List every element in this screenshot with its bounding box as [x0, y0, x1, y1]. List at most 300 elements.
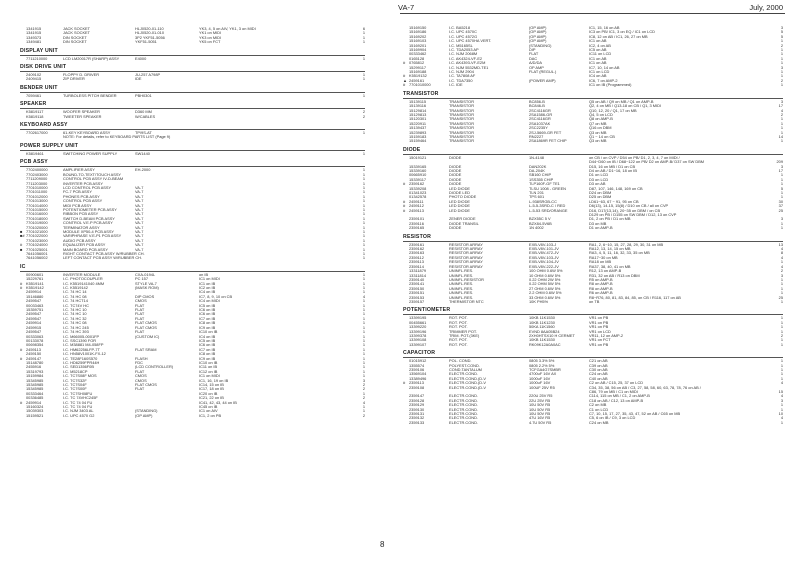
- location-remark: RA18 on MB: [589, 260, 612, 265]
- description: ELECTR.COND.: [449, 411, 478, 417]
- mark: #: [403, 60, 406, 66]
- part-number: 13399196: [409, 328, 427, 334]
- part-number: K5819117: [26, 109, 44, 115]
- part-number: 00900601: [26, 271, 44, 277]
- quantity: 1: [362, 242, 365, 248]
- description: FC-7 PCB ASSY: [63, 189, 92, 195]
- location-remark: C18 on AB / C12, 13 on AMP-B: [589, 398, 644, 403]
- location-remark: C30 on AB: [589, 368, 608, 372]
- location-remark: IC3 on PB/ IC1, 3 on EQ / IC1 on LCD: [589, 30, 655, 35]
- part-number: 00133078: [26, 337, 44, 343]
- part-number: 2359153: [409, 294, 425, 300]
- part-type: FLAT (REGUL.): [529, 69, 557, 75]
- description: I.C. 74 HC 393: [63, 329, 89, 335]
- description: LCD LM20017R (SHARP) ASSY: [63, 55, 120, 61]
- location-remark: [199, 256, 355, 260]
- quantity: 1: [780, 276, 783, 282]
- location-remark: IC2 on IB: [199, 286, 216, 291]
- location-remark: C24 on AB: [589, 372, 608, 377]
- mark: #: [20, 285, 23, 291]
- description: MAIN BOARD PCB ASSY: [63, 246, 108, 252]
- part-number: 15239893: [409, 129, 427, 135]
- part-number: 2459161: [409, 77, 425, 83]
- part-number: 2359150: [409, 285, 425, 291]
- part-number: 2459150: [26, 351, 42, 357]
- quantity: 1: [362, 320, 365, 326]
- part-number: 2359163: [409, 250, 425, 256]
- description: LED DIODE: [449, 198, 470, 204]
- description: TRIM. POT.(3KE): [449, 332, 480, 338]
- part-type: SW1440: [135, 150, 150, 156]
- part-number: 15139116: [409, 103, 427, 109]
- description: ELECTR.COND.: [449, 406, 478, 412]
- description: I.C. AK4393-VF-E2M: [449, 60, 486, 66]
- quantity: 1: [362, 285, 365, 291]
- description: I.C. TE28F160S570: [63, 355, 98, 361]
- quantity: 13: [778, 241, 783, 247]
- part-type: RK09K12A0A0AC: [529, 341, 561, 347]
- part-type: VA-7: [135, 202, 144, 208]
- part-number: 2459547: [26, 329, 42, 335]
- parts-section: [403, 350, 783, 425]
- description: RESISTOR ARRAY: [449, 263, 483, 269]
- mark: #: [20, 280, 23, 286]
- quantity: 1: [780, 116, 783, 122]
- location-remark: IC1, 2 on PB: [199, 413, 222, 418]
- description: UNINFL.RES.: [449, 272, 474, 278]
- quantity: 10: [778, 411, 783, 417]
- part-type: FLAT: [135, 329, 145, 335]
- quantity: 3: [780, 64, 783, 70]
- description: TRANSISTOR: [449, 107, 475, 113]
- quantity: 1: [362, 167, 365, 173]
- part-type: W/CABLES: [135, 113, 156, 119]
- description: LED DIODE: [449, 207, 470, 213]
- part-type: (POWER AMP): [529, 77, 556, 83]
- part-type: TP/9S-AT: [135, 130, 152, 136]
- quantity: 1: [362, 39, 365, 45]
- part-type: PC 157: [135, 276, 148, 282]
- location-remark: IC9 on IB: [199, 356, 216, 361]
- part-number: 2359116: [409, 220, 424, 226]
- part-type: DIP CMOS: [135, 293, 155, 299]
- description: I.C. TC 74 04 FU: [63, 404, 93, 409]
- part-type: (OP AMP): [529, 29, 547, 35]
- description: DIN SOCKET: [63, 34, 87, 40]
- header-rule: [400, 13, 785, 14]
- part-type: JU-257 A798P: [135, 72, 161, 78]
- part-type: EXB-V8V-101-JV: [529, 246, 559, 252]
- quantity: 3: [780, 98, 783, 104]
- location-remark: VR1 on PB: [589, 325, 609, 330]
- description: I.C. 74 HC 10: [63, 307, 87, 313]
- quantity: 1: [362, 311, 365, 317]
- description: CONTROL PCB ASSY IV-D-BEAM: [63, 176, 124, 182]
- part-number: 2359113: [409, 259, 424, 265]
- part-number: 7701010000: [26, 184, 48, 190]
- part-number: 7701025001: [26, 246, 48, 252]
- part-type: CMOS: [135, 373, 147, 379]
- part-type: 47U 16V R5: [529, 415, 551, 421]
- quantity: 1: [362, 215, 365, 221]
- part-number: 7701013000: [26, 198, 48, 204]
- part-number: 2359162: [409, 181, 425, 187]
- part-type: 2SA1869R FET CHIP: [529, 138, 567, 144]
- page-number: 8: [380, 540, 385, 549]
- part-type: YKF51-5051: [135, 39, 157, 45]
- part-number: 15359751: [26, 307, 44, 313]
- part-number: 0165128: [409, 55, 425, 61]
- part-type: EXB-V8V-103-J: [529, 241, 557, 247]
- part-number: 7641056001: [26, 251, 48, 256]
- quantity: 14: [778, 133, 783, 139]
- section-title: IC: [20, 263, 26, 270]
- description: RESISTOR ARRAY: [449, 250, 483, 256]
- quantity: 1: [362, 324, 365, 330]
- part-type: DAC: [529, 55, 538, 61]
- description: DIN SOCKET: [63, 39, 87, 45]
- part-number: 00033463: [26, 302, 44, 308]
- location-remark: D129 on PB / D155 on SW DBM / D12, 13 on CVP: [589, 213, 677, 218]
- part-type: CXA-0194L: [135, 271, 156, 277]
- part-number: 2459547: [26, 315, 42, 321]
- description: I.C. UPC 4570 G2: [63, 412, 95, 418]
- location-remark: IC12 on IB: [199, 369, 218, 374]
- section-title: POWER SUPPLY UNIT: [20, 142, 79, 149]
- part-number: 7701016000: [26, 211, 48, 217]
- part-row: [403, 139, 783, 143]
- quantity: 1: [780, 38, 783, 44]
- part-type: EXB-V8V-472-JV: [529, 250, 559, 256]
- quantity: 2: [362, 109, 365, 115]
- quantity: 3: [780, 25, 783, 30]
- location-remark: IC8 on IB: [199, 321, 216, 326]
- part-number: 00333462: [409, 51, 427, 57]
- location-remark: D87, 107, 146, 148, 169 on CB: [589, 186, 643, 191]
- location-remark: C34, 35, 38, 56 on AB / C3, 27, 58, 58, 60, 63, 78, 78, 76 on AB /: [589, 385, 701, 390]
- quantity: 3: [780, 397, 783, 403]
- section-title: BENDER UNIT: [20, 84, 58, 91]
- location-remark: IC6 on IB: [199, 312, 216, 317]
- description: AUDIO PCB ASSY: [63, 237, 96, 243]
- quantity: 1: [362, 359, 365, 365]
- part-type: (STANDING): [135, 408, 158, 414]
- location-remark: IC6, 7 on AMP-2: [589, 78, 618, 83]
- section-title: DISK DRIVE UNIT: [20, 64, 67, 71]
- location-remark: Q3 on MB: [589, 139, 607, 144]
- part-number: 2459113: [26, 346, 41, 352]
- quantity: 1: [362, 193, 365, 199]
- quantity: 1: [362, 298, 365, 304]
- location-remark: Q3 on MB: [589, 130, 607, 135]
- part-number: 15169904: [409, 47, 427, 53]
- location-remark: D3 on AB: [589, 182, 606, 187]
- description: JACK SOCKET: [63, 26, 91, 31]
- part-number: 2359132: [409, 415, 425, 421]
- description: COND.TANTALUM: [449, 367, 482, 372]
- part-type: 0.22 OHM 5W 5%: [529, 281, 561, 287]
- quantity: 1: [780, 55, 783, 61]
- description: TRANSISTOR: [449, 129, 475, 135]
- part-type: VA-7: [135, 228, 144, 234]
- location-remark: R5 on AMP-B: [589, 277, 613, 282]
- part-number: 15146880: [26, 293, 44, 299]
- part-type: EXB-V8V-104-JV: [529, 259, 559, 265]
- part-number: 00698354: [26, 342, 44, 348]
- mark: ■#: [20, 233, 25, 239]
- description: I.C. HD6259FPR44H: [63, 359, 100, 365]
- quantity: 6: [362, 26, 365, 31]
- description: I.C. HM62256LFP-7T: [63, 346, 100, 352]
- part-type: CMOS: [135, 377, 147, 383]
- part-number: 1341915: [26, 26, 42, 31]
- description: RESISTOR ARRAY: [449, 241, 483, 247]
- part-number: 2409415: [26, 76, 42, 82]
- mark: #: [403, 198, 406, 204]
- location-remark: D1 on LCD: [589, 173, 609, 178]
- quantity: 1: [362, 206, 365, 212]
- description: INVERTER PCB ASSY: [63, 180, 103, 186]
- location-remark: IC1 on AB: [589, 39, 607, 44]
- description: ROT. POT.: [449, 319, 468, 325]
- parts-section: [403, 234, 783, 305]
- location-remark: IC1 on IB (Programmed): [589, 83, 632, 88]
- part-number: 00665910: [409, 172, 427, 178]
- part-number: 2359151: [409, 290, 425, 296]
- quantity: 5: [780, 185, 783, 191]
- quantity: 2: [362, 395, 365, 401]
- part-type: EH-2000: [135, 167, 151, 173]
- part-type: BZX84-5V6B: [529, 220, 552, 226]
- part-number: 15159464: [409, 138, 427, 144]
- part-number: 1355574: [409, 362, 425, 368]
- description: RESISTOR ARRAY: [449, 254, 483, 260]
- quantity: 1: [362, 184, 365, 190]
- location-remark: D6(13), 14-15, 15(8) / D10 on CB / all on CVP: [589, 204, 669, 209]
- quantity: 2: [780, 42, 783, 48]
- description: VARIPHRASE V.E-P1 PCB ASSY: [63, 233, 122, 239]
- quantity: 1: [780, 419, 783, 425]
- part-type: 2.2 OHM 0.6W 5%: [529, 290, 562, 296]
- quantity: 1: [780, 375, 783, 381]
- location-remark: Q8 on AMP-B: [589, 117, 613, 122]
- part-number: 13399220: [409, 324, 427, 330]
- part-type: 10U 50V R5: [529, 411, 551, 417]
- quantity: 1: [362, 276, 365, 282]
- quantity: 1: [362, 404, 365, 409]
- location-remark: D16, D17(13,14), 20~35 on DBM / on CB: [589, 208, 661, 213]
- quantity: 1: [780, 190, 783, 195]
- quantity: 1: [362, 280, 365, 286]
- part-type: VA-7: [135, 193, 144, 199]
- description: MODULE XP50-4 PCB ASSY: [63, 228, 115, 234]
- part-number: 01015912: [409, 358, 427, 364]
- description: POLYEST.COND.: [449, 362, 480, 368]
- location-remark: C2 on MB: [589, 403, 607, 408]
- location-remark: YK3, 4, 5 on AIV, YK1, 3 on MIDI: [199, 27, 256, 31]
- description: LED DIODE: [449, 203, 470, 209]
- part-number: 2459914: [26, 320, 42, 326]
- part-number: 15339117: [409, 176, 427, 182]
- part-number: 2409102: [26, 72, 42, 78]
- part-type: 33 OHM 0.6W 5%: [529, 294, 561, 300]
- description: ROT. POT.: [449, 324, 468, 330]
- part-number: K5819118: [26, 113, 44, 119]
- description: I.C. 74 HC 10: [63, 311, 87, 317]
- description: DIODE: [449, 163, 462, 169]
- part-type: FLAT: [135, 307, 145, 313]
- location-remark: D25 on DBM: [589, 195, 612, 200]
- part-number: 15039303: [26, 408, 44, 414]
- part-number: 15139115: [409, 98, 427, 104]
- part-type: 2XH0HTSX10 H CERMET: [529, 332, 575, 338]
- location-remark: C86, 79 on MB / C1 on MIDI: [589, 390, 638, 395]
- location-remark: RA12, 13, 14, 15 on MB: [589, 247, 631, 252]
- quantity: 4: [780, 263, 783, 269]
- part-type: 10KB 11K1230: [529, 319, 555, 325]
- parts-section: [20, 159, 365, 261]
- location-remark: C7, 10, 15, 17, 27, 35, 43, 47, 52 on AB / C65 on MB: [589, 412, 681, 417]
- part-number: K5519132: [409, 73, 427, 79]
- part-type: 4.7U 50V R5: [529, 419, 552, 425]
- part-row: [20, 77, 365, 81]
- location-remark: IC2, 4 on AB: [589, 43, 611, 48]
- part-number: 1341915: [26, 30, 42, 36]
- description: I.C. TDA2053 AP: [449, 47, 479, 53]
- part-row: [20, 57, 365, 61]
- location-remark: Q16 on DBM: [589, 126, 612, 131]
- parts-section: [20, 27, 365, 45]
- location-remark: IC7, 8, 9, 10 on CB: [199, 294, 233, 299]
- part-number: 15169103: [409, 38, 427, 44]
- description: TRIMMER POT.: [449, 328, 477, 334]
- part-type: (MASK ROM): [135, 285, 159, 291]
- part-number: 15339208: [409, 185, 427, 191]
- description: PHONES PCB ASSY: [63, 193, 100, 199]
- part-number: 7701020000: [26, 224, 48, 230]
- quantity: 1: [362, 342, 365, 348]
- location-remark: IC5 on AB: [589, 48, 607, 53]
- location-remark: IC6 on IB: [199, 343, 216, 348]
- location-remark: IC14, 15 on IB: [199, 382, 224, 387]
- location-remark: IC7 on IB: [199, 316, 216, 321]
- description: ELECTR.COND.: [449, 402, 478, 408]
- location-remark: LD61~63, 67 ~ 91, 95 on CB: [589, 199, 639, 204]
- part-type: EXB-V8V-222-JV: [529, 263, 559, 269]
- part-row: [20, 414, 365, 418]
- part-number: 2459547: [26, 298, 42, 304]
- part-type: DIP: [529, 47, 536, 53]
- description: TRANSISTOR: [449, 133, 475, 139]
- quantity: 1: [362, 30, 365, 36]
- location-remark: [199, 94, 355, 98]
- description: RIBBON PCB ASSY: [63, 211, 99, 217]
- location-remark: IC7 on IB: [199, 347, 216, 352]
- quantity: 1: [362, 171, 365, 177]
- quantity: 1: [362, 355, 365, 361]
- part-type: 0.22 OHM 2W 5%: [529, 276, 561, 282]
- parts-section: [403, 307, 783, 347]
- part-number: 13389496: [409, 375, 427, 381]
- description: I.C. UPC 4570C: [449, 29, 477, 35]
- quantity: 2: [362, 113, 365, 119]
- quantity: 1: [362, 150, 365, 156]
- part-number: 7701022000: [26, 233, 48, 239]
- part-number: 15129814: [409, 107, 427, 113]
- quantity: 1: [780, 290, 783, 296]
- part-number: 7701010000: [409, 82, 431, 88]
- description: DIODE LED: [449, 190, 470, 195]
- parts-section: [20, 101, 365, 119]
- part-number: 15159183: [409, 133, 427, 139]
- part-number: 7641056002: [26, 255, 48, 261]
- location-remark: IC10 on IB: [199, 330, 218, 335]
- quantity: 1: [780, 69, 783, 75]
- mark: #: [403, 203, 406, 209]
- description: I.C. UPC 4570HA VERT.: [449, 38, 492, 44]
- location-remark: R6 on AMP-B: [589, 291, 613, 296]
- quantity: 1: [780, 259, 783, 265]
- location-remark: C21 on AB: [589, 359, 608, 364]
- mark: #: [403, 181, 406, 187]
- quantity: 1: [362, 255, 365, 261]
- part-number: 2359140: [409, 276, 425, 282]
- location-remark: D1 on AMP-B: [589, 226, 613, 231]
- part-number: K5519142: [26, 285, 44, 291]
- part-type: 100 OHM 0.6W 5%: [529, 268, 563, 274]
- quantity: 1: [780, 225, 783, 231]
- location-remark: C39 on AB: [589, 363, 608, 368]
- part-type: 10K PH5%: [529, 298, 549, 304]
- location-remark: IC41, 42, 43, 44 on IB: [199, 400, 237, 405]
- quantity: 1: [362, 220, 365, 226]
- part-type: VA-7: [135, 206, 144, 212]
- description: I.C. 74 HC 32: [63, 315, 87, 321]
- quantity: 1: [780, 337, 783, 343]
- description: I.C. 74 HC 08: [63, 293, 87, 299]
- quantity: 4: [780, 254, 783, 260]
- part-number: 2359113: [409, 380, 424, 386]
- quantity: 1: [780, 406, 783, 412]
- description: I.C. NJM 2904: [449, 69, 474, 75]
- description: ELECTR.COND.: [449, 397, 478, 403]
- part-type: 2SA1037AK: [529, 120, 551, 126]
- part-type: 10U 50V R5: [529, 406, 551, 412]
- quantity: 4: [362, 293, 365, 299]
- quantity: 1: [780, 362, 783, 368]
- quantity: 2: [362, 412, 365, 418]
- part-type: 2SC2235Y: [529, 125, 548, 131]
- quantity: 1: [362, 307, 365, 313]
- part-type: HLJ0520-01-110: [135, 26, 164, 31]
- location-remark: YK3 on MIDI: [199, 35, 222, 40]
- part-type: 3P2 YKF51-5056: [135, 34, 165, 40]
- part-type: L-938SRGB-CC: [529, 198, 557, 204]
- part-type: (OP AMP): [135, 412, 153, 418]
- quantity: 1: [362, 373, 365, 379]
- quantity: 1: [362, 228, 365, 234]
- description: 61-KEY KEYBOARD ASSY: [63, 130, 111, 136]
- quantity: 1: [362, 302, 365, 308]
- part-number: 13311879: [409, 268, 427, 274]
- part-number: 15339160: [409, 167, 427, 173]
- description: I.C. TC7S04F: [63, 381, 87, 387]
- description: I.C. TC 74 04 FU: [63, 399, 93, 405]
- part-number: 00336485: [26, 395, 44, 401]
- location-remark: VR1 on FCT: [589, 338, 611, 343]
- description: CONTROL V.E.P PCB ASSY: [63, 220, 113, 226]
- part-number: 15120301: [409, 116, 427, 122]
